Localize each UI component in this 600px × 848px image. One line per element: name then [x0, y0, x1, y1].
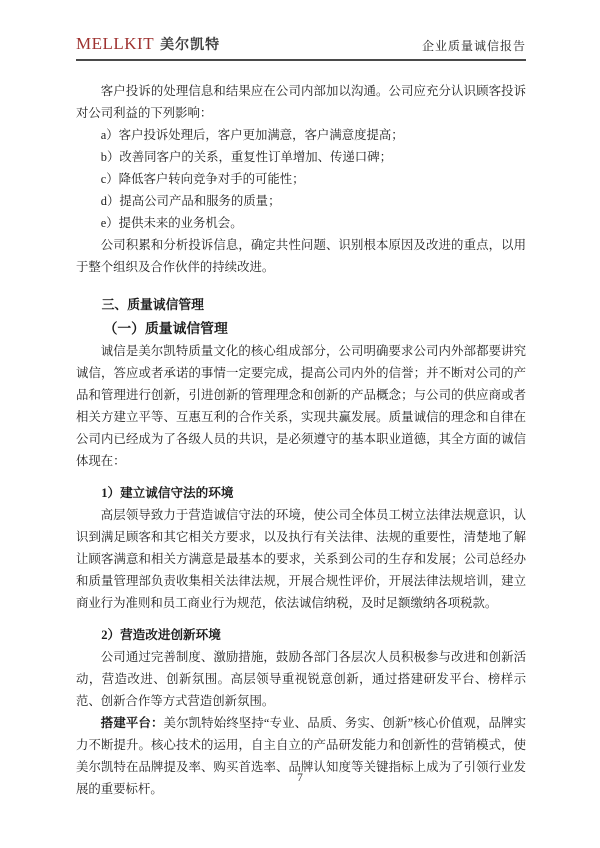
logo-wordmark: MELLKIT — [76, 34, 155, 53]
list-item-e: e）提供未来的业务机会。 — [100, 216, 243, 230]
paragraph-complaint-communication: 客户投诉的处理信息和结果应在公司内部加以沟通。公司应充分认识顾客投诉对公司利益的下列影响： — [76, 84, 526, 120]
heading-section-3: 三、质量诚信管理 — [101, 298, 204, 312]
list-item-a: a）客户投诉处理后，客户更加满意，客户满意度提高； — [100, 128, 404, 142]
document-body — [76, 80, 526, 800]
company-logo — [76, 34, 220, 54]
paragraph-integrity-culture: 诚信是美尔凯特质量文化的核心组成部分，公司明确要求公司内外部都要讲究诚信，答应或者承诺的事情一定要完成，提高公司内外的信誉；并不断对公司的产品和管理进行创新，引进创新的管理理念和创新的产品概念；与公司的供应商或者相关方建立平等、互惠互利的合作关系，实现共赢发展。质量诚信的理念和自律在公司内已经成为了各级人员的共识，是必须遵守的基本职业道德，其全方面的诚信体现在： — [76, 344, 526, 468]
paragraph-complaint-analysis: 公司积累和分析投诉信息，确定共性问题、识别根本原因及改进的重点，以用于整个组织及合作伙伴的持续改进。 — [76, 238, 526, 274]
page-number: 7 — [297, 772, 303, 784]
list-item-c: c）降低客户转向竞争对手的可能性； — [100, 172, 305, 186]
heading-point-1: 1）建立诚信守法的环境 — [101, 486, 234, 500]
list-item-d: d）提高公司产品和服务的质量； — [100, 194, 281, 208]
document-title: 企业质量诚信报告 — [421, 39, 526, 53]
logo-chinese-name: 美尔凯特 — [160, 38, 221, 53]
heading-point-2: 2）营造改进创新环境 — [101, 628, 221, 642]
platform-building-text: 美尔凯特始终坚持“专业、品质、务实、创新”核心价值观，品牌实力不断提升。核心技术的运用，自主自立的产品研发能力和创新性的营销模式，使美尔凯特在品牌提及率、购买首选率、品牌认知度等关键指标上成为了引领行业发展的重要标杆。 — [76, 716, 526, 796]
paragraph-platform-building — [76, 712, 526, 800]
list-item-b: b）改善同客户的关系，重复性订单增加、传递口碑； — [100, 150, 392, 164]
page-footer — [0, 772, 600, 784]
heading-subsection-1: （一）质量诚信管理 — [103, 321, 228, 336]
paragraph-innovation-environment: 公司通过完善制度、激励措施，鼓励各部门各层次人员积极参与改进和创新活动，营造改进、创新氛围。高层领导重视锐意创新，通过搭建研发平台、榜样示范、创新合作等方式营造创新氛围。 — [76, 650, 526, 708]
page-header — [76, 34, 526, 61]
paragraph-law-abiding-environment: 高层领导致力于营造诚信守法的环境，使公司全体员工树立法律法规意识，认识到满足顾客和其它相关方要求，以及执行有关法律、法规的重要性，清楚地了解让顾客满意和相关方满意是最基本的要求，关系到公司的生存和发展；公司总经办和质量管理部负责收集相关法律法规，开展合规性评价，开展法律法规培训，建立商业行为准则和员工商业行为规范，依法诚信纳税，及时足额缴纳各项税款。 — [76, 508, 526, 610]
platform-building-label: 搭建平台： — [100, 716, 164, 730]
